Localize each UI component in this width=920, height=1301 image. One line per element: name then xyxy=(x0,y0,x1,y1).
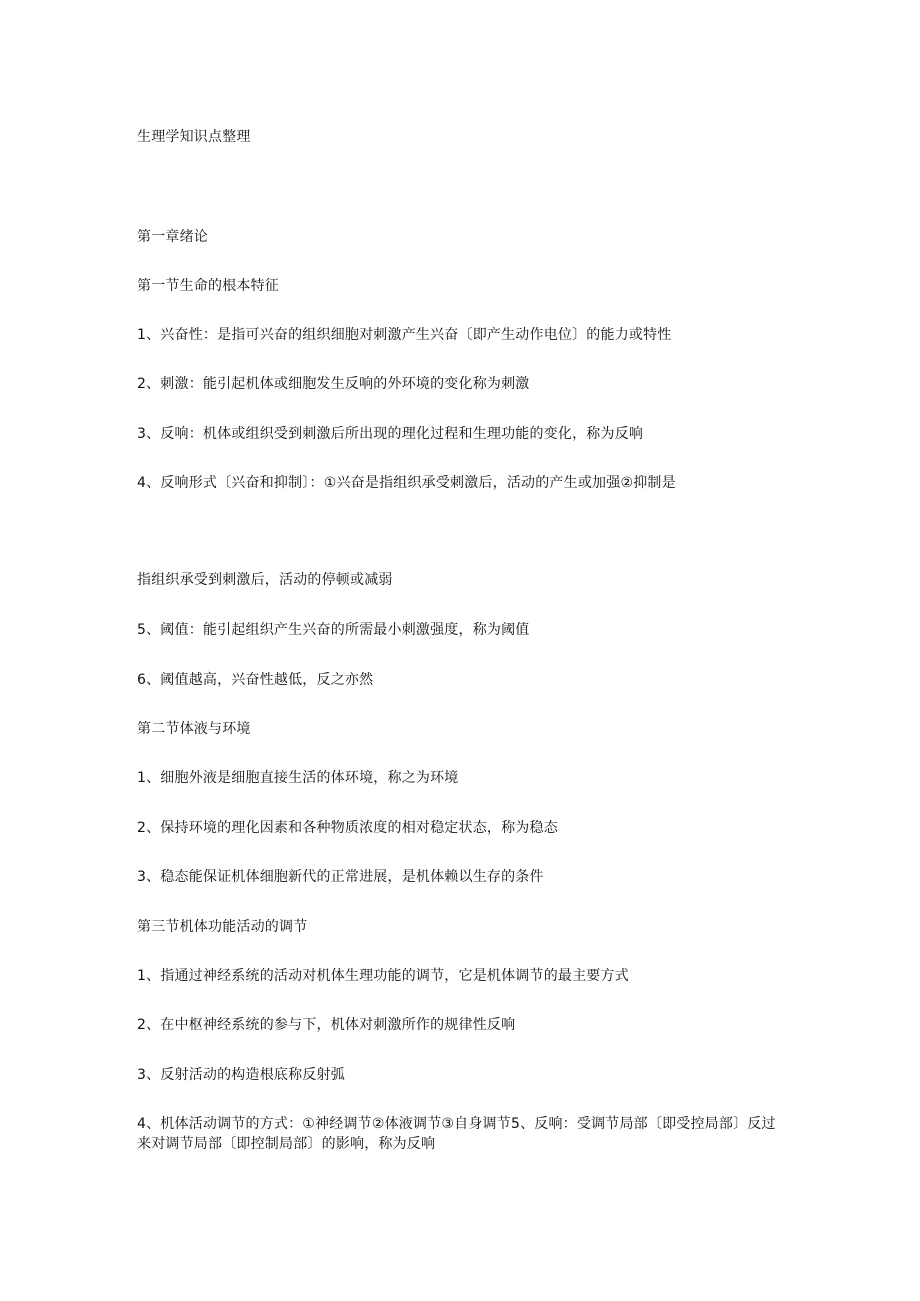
section-heading: 第三节机体功能活动的调节 xyxy=(137,919,308,935)
paragraph: 5、阈值：能引起组织产生兴奋的所需最小刺激强度，称为阈值 xyxy=(137,622,530,638)
paragraph: 4、机体活动调节的方式：①神经调节②体液调节③自身调节5、反响：受调节局部〔即受控局部〕反过来对调节局部〔即控制局部〕的影响，称为反响 xyxy=(137,1116,776,1152)
paragraph: 3、反响：机体或组织受到刺激后所出现的理化过程和生理功能的变化，称为反响 xyxy=(137,426,644,442)
paragraph: 4、反响形式〔兴奋和抑制〕：①兴奋是指组织承受刺激后，活动的产生或加强②抑制是 xyxy=(137,475,676,491)
paragraph: 3、反射活动的构造根底称反射弧 xyxy=(137,1067,345,1083)
chapter-heading: 第一章绪论 xyxy=(137,229,208,245)
paragraph: 2、保持环境的理化因素和各种物质浓度的相对稳定状态，称为稳态 xyxy=(137,820,558,836)
paragraph: 1、指通过神经系统的活动对机体生理功能的调节，它是机体调节的最主要方式 xyxy=(137,968,629,984)
paragraph: 3、稳态能保证机体细胞新代的正常进展，是机体赖以生存的条件 xyxy=(137,869,544,885)
paragraph: 2、刺激：能引起机体或细胞发生反响的外环境的变化称为刺激 xyxy=(137,376,530,392)
paragraph: 6、阈值越高，兴奋性越低，反之亦然 xyxy=(137,672,374,688)
document-title: 生理学知识点整理 xyxy=(137,129,251,145)
section-heading: 第一节生命的根本特征 xyxy=(137,278,279,294)
section-heading: 第二节体液与环境 xyxy=(137,721,251,737)
paragraph: 1、兴奋性：是指可兴奋的组织细胞对刺激产生兴奋〔即产生动作电位〕的能力或特性 xyxy=(137,327,672,343)
paragraph: 1、细胞外液是细胞直接生活的体环境，称之为环境 xyxy=(137,770,459,786)
paragraph: 指组织承受到刺激后，活动的停顿或减弱 xyxy=(137,572,393,588)
paragraph: 2、在中枢神经系统的参与下，机体对刺激所作的规律性反响 xyxy=(137,1017,516,1033)
